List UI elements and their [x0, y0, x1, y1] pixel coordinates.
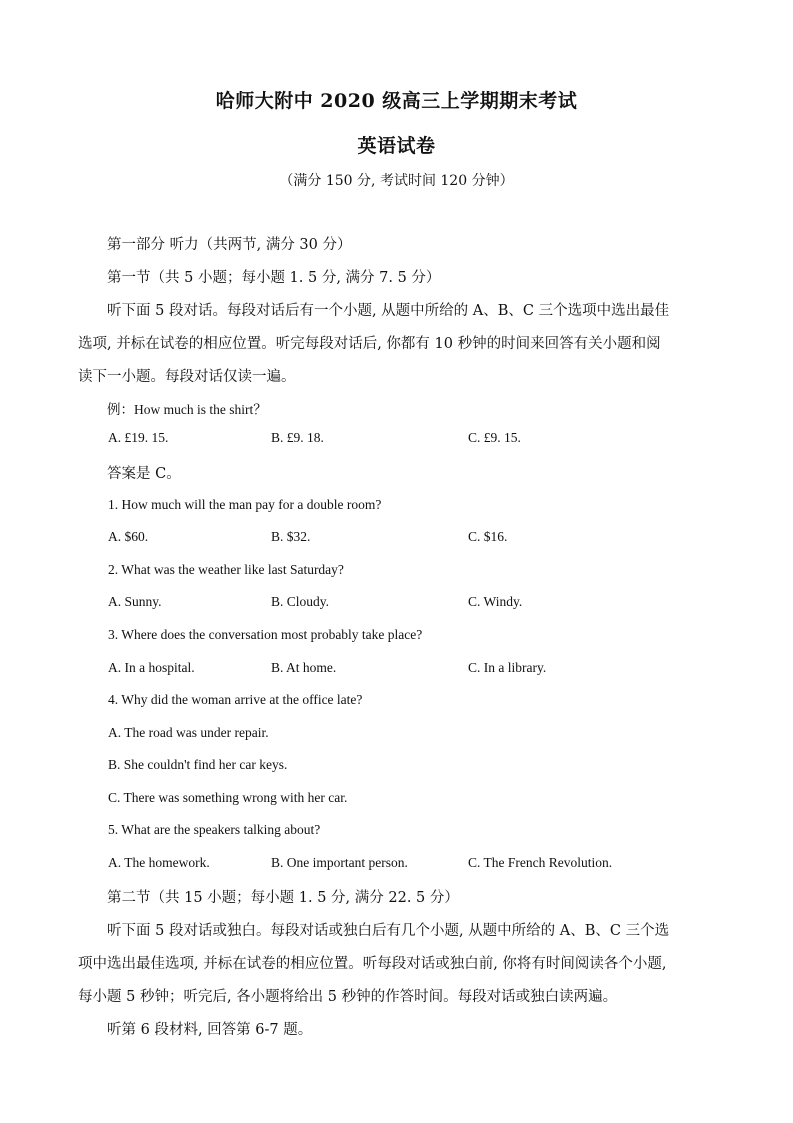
section1-instruction-line: 选项, 并标在试卷的相应位置。听完每段对话后, 你都有 10 秒钟的时间来回答有关小题和阅 — [78, 336, 661, 352]
section1-heading: 第一节（共 5 小题；每小题 1. 5 分, 满分 7. 5 分） — [107, 270, 441, 286]
question-3-option-a: A. In a hospital. — [108, 660, 195, 675]
part1-heading: 第一部分 听力（共两节, 满分 30 分） — [107, 237, 352, 253]
question-5-option-c: C. The French Revolution. — [468, 855, 613, 870]
question-3-option-c: C. In a library. — [468, 660, 547, 675]
question-4-option-c: C. There was something wrong with her car. — [108, 790, 348, 805]
section2-instruction-line: 听下面 5 段对话或独白。每段对话或独白后有几个小题, 从题中所给的 A、B、C 三个选 — [107, 923, 670, 939]
example-option-c: C. £9. 15. — [468, 430, 521, 445]
subject-title: 英语试卷 — [357, 135, 436, 157]
question-5-option-a: A. The homework. — [108, 855, 210, 870]
question-4-option-a: A. The road was under repair. — [108, 725, 269, 740]
question-5: 5. What are the speakers talking about? — [108, 822, 321, 837]
question-2: 2. What was the weather like last Saturday? — [108, 562, 344, 577]
example-option-b: B. £9. 18. — [271, 430, 324, 445]
question-1-option-a: A. $60. — [108, 529, 149, 544]
section1-instruction-line: 听下面 5 段对话。每段对话后有一个小题, 从题中所给的 A、B、C 三个选项中选出最佳 — [107, 303, 670, 319]
section1-instruction-line: 读下一小题。每段对话仅读一遍。 — [78, 369, 296, 385]
question-1-option-b: B. $32. — [271, 529, 311, 544]
question-4: 4. Why did the woman arrive at the office late? — [108, 692, 363, 707]
question-2-option-b: B. Cloudy. — [271, 594, 330, 609]
example-question: 例：How much is the shirt？ — [107, 402, 267, 417]
example-option-a: A. £19. 15. — [108, 430, 169, 445]
exam-note: （满分 150 分, 考试时间 120 分钟） — [279, 173, 514, 189]
question-2-option-a: A. Sunny. — [108, 594, 162, 609]
section2-instruction-line: 每小题 5 秒钟；听完后, 各小题将给出 5 秒钟的作答时间。每段对话或独白读两遍。 — [78, 989, 618, 1005]
question-2-option-c: C. Windy. — [468, 594, 523, 609]
question-3-option-b: B. At home. — [271, 660, 337, 675]
question-5-option-b: B. One important person. — [271, 855, 408, 870]
section2-heading: 第二节（共 15 小题；每小题 1. 5 分, 满分 22. 5 分） — [107, 890, 459, 906]
question-3: 3. Where does the conversation most probably take place? — [108, 627, 423, 642]
section2-material: 听第 6 段材料, 回答第 6-7 题。 — [107, 1022, 313, 1038]
question-4-option-b: B. She couldn't find her car keys. — [108, 757, 288, 772]
question-1: 1. How much will the man pay for a double room? — [108, 497, 382, 512]
section2-instruction-line: 项中选出最佳选项, 并标在试卷的相应位置。听每段对话或独白前, 你将有时间阅读各个小题, — [78, 956, 667, 972]
example-answer: 答案是 C。 — [107, 466, 181, 482]
question-1-option-c: C. $16. — [468, 529, 508, 544]
exam-title: 哈师大附中 2020 级高三上学期期末考试 — [215, 90, 578, 112]
